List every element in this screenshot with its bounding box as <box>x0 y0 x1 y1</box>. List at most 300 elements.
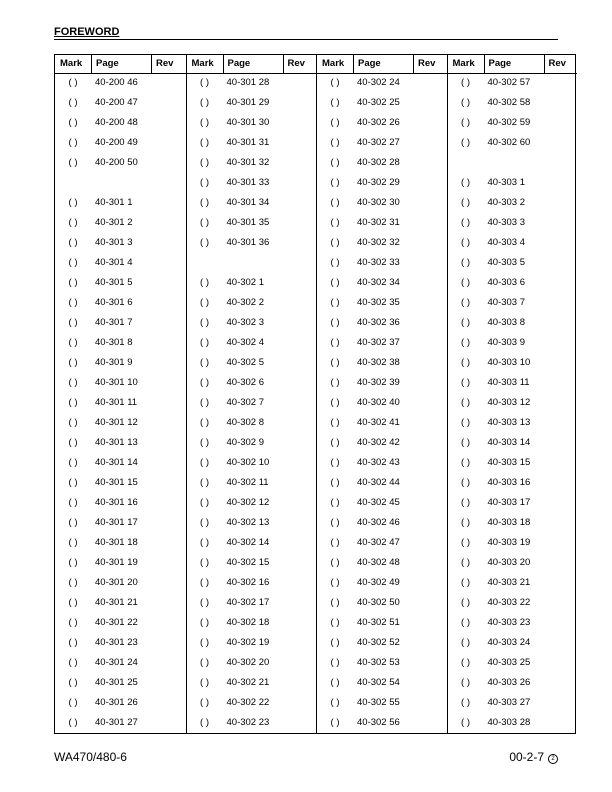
table-row <box>448 293 578 313</box>
page-cell: 40-303 15 <box>487 457 531 468</box>
table-row <box>55 493 186 513</box>
page-cell: 40-302 45 <box>357 497 400 508</box>
page-cell: 40-301 8 <box>95 337 133 348</box>
mark-cell: ( ) <box>330 577 340 588</box>
page-cell: 40-302 52 <box>357 637 400 648</box>
page-cell: 40-302 11 <box>226 477 269 488</box>
table-row <box>55 93 186 113</box>
page-cell: 40-302 40 <box>357 397 400 408</box>
table-row <box>55 353 186 373</box>
mark-cell: ( ) <box>68 677 78 688</box>
table-row <box>187 433 317 453</box>
table-row <box>317 693 447 713</box>
page-cell: 40-302 42 <box>357 437 400 448</box>
table-row <box>187 313 317 333</box>
page-cell: 40-302 44 <box>357 477 400 488</box>
mark-cell: ( ) <box>200 717 209 728</box>
page-cell: 40-302 23 <box>226 717 270 728</box>
mark-cell: ( ) <box>461 77 470 88</box>
table-row <box>317 273 447 293</box>
table-row <box>317 93 447 113</box>
page-cell: 40-301 30 <box>226 117 270 128</box>
mark-cell: ( ) <box>68 697 78 708</box>
mark-cell: ( ) <box>68 337 78 348</box>
page-cell: 40-302 22 <box>226 697 270 708</box>
mark-cell: ( ) <box>68 477 78 488</box>
mark-cell: ( ) <box>330 197 340 208</box>
mark-cell: ( ) <box>200 157 209 168</box>
mark-cell: ( ) <box>68 717 78 728</box>
mark-cell: ( ) <box>461 537 470 548</box>
mark-cell: ( ) <box>461 177 470 188</box>
page-cell: 40-303 22 <box>487 597 531 608</box>
table-row <box>187 173 317 193</box>
column-header <box>187 55 317 74</box>
mark-cell: ( ) <box>330 617 340 628</box>
mark-cell: ( ) <box>68 197 78 208</box>
table-row <box>187 593 317 613</box>
page-cell: 40-302 10 <box>226 457 270 468</box>
mark-cell: ( ) <box>330 497 340 508</box>
table-row <box>448 393 578 413</box>
table-columns <box>55 55 575 733</box>
model-number: WA470/480-6 <box>54 750 127 764</box>
page-cell: 40-302 31 <box>357 217 400 228</box>
table-row <box>448 233 578 253</box>
table-row <box>187 393 317 413</box>
table-row <box>448 633 578 653</box>
mark-cell: ( ) <box>68 237 78 248</box>
page-cell: 40-301 28 <box>226 77 270 88</box>
mark-cell: ( ) <box>68 497 78 508</box>
mark-cell: ( ) <box>200 297 209 308</box>
page-cell: 40-200 46 <box>95 77 138 88</box>
page-cell: 40-302 21 <box>226 677 270 688</box>
page-cell: 40-303 3 <box>487 217 526 228</box>
heading-text: FOREWORD <box>54 26 120 38</box>
page-cell: 40-301 31 <box>226 137 270 148</box>
table-row <box>187 553 317 573</box>
mark-cell: ( ) <box>68 357 78 368</box>
table-row <box>317 193 447 213</box>
page-cell: 40-302 12 <box>226 497 270 508</box>
table-row <box>317 393 447 413</box>
table-row <box>317 633 447 653</box>
header-rev: Rev <box>151 55 186 74</box>
mark-cell: ( ) <box>461 477 470 488</box>
table-row <box>448 653 578 673</box>
page-cell: 40-302 20 <box>226 657 270 668</box>
mark-cell: ( ) <box>330 517 340 528</box>
table-row <box>55 313 186 333</box>
header-mark: Mark <box>60 58 83 69</box>
page-cell: 40-301 14 <box>95 457 138 468</box>
table-row <box>448 513 578 533</box>
table-row <box>187 153 317 173</box>
page-cell: 40-301 33 <box>226 177 270 188</box>
table-row <box>187 253 317 273</box>
table-row <box>187 413 317 433</box>
page-cell: 40-301 5 <box>95 277 133 288</box>
mark-cell: ( ) <box>461 357 470 368</box>
table-row <box>55 73 186 93</box>
table-row <box>55 513 186 533</box>
mark-cell: ( ) <box>330 97 340 108</box>
table-row <box>317 553 447 573</box>
mark-cell: ( ) <box>200 637 209 648</box>
page-cell: 40-302 8 <box>226 417 265 428</box>
table-row <box>55 553 186 573</box>
table-row <box>448 473 578 493</box>
mark-cell: ( ) <box>200 217 209 228</box>
table-row <box>55 673 186 693</box>
mark-cell: ( ) <box>200 657 209 668</box>
mark-cell: ( ) <box>461 277 470 288</box>
mark-cell: ( ) <box>68 417 78 428</box>
mark-cell: ( ) <box>200 197 209 208</box>
mark-cell: ( ) <box>461 237 470 248</box>
mark-cell: ( ) <box>200 517 209 528</box>
table-column-1 <box>55 55 186 733</box>
mark-cell: ( ) <box>200 417 209 428</box>
header-mark: Mark <box>322 58 345 69</box>
mark-cell: ( ) <box>461 597 470 608</box>
mark-cell: ( ) <box>461 437 470 448</box>
mark-cell: ( ) <box>200 557 209 568</box>
page-number: 00-2-7 <box>509 750 544 764</box>
page-list-table <box>54 54 576 734</box>
page-cell: 40-301 35 <box>226 217 270 228</box>
mark-cell: ( ) <box>461 417 470 428</box>
page-cell: 40-301 22 <box>95 617 138 628</box>
page-cell: 40-302 29 <box>357 177 400 188</box>
table-row <box>317 253 447 273</box>
mark-cell: ( ) <box>330 637 340 648</box>
mark-cell: ( ) <box>330 417 340 428</box>
mark-cell: ( ) <box>461 217 470 228</box>
table-row <box>448 493 578 513</box>
page-cell: 40-302 17 <box>226 597 270 608</box>
page-cell: 40-301 2 <box>95 217 133 228</box>
page-cell: 40-302 51 <box>357 617 400 628</box>
page-cell: 40-200 48 <box>95 117 138 128</box>
table-row <box>317 573 447 593</box>
table-row <box>448 713 578 733</box>
table-row <box>187 373 317 393</box>
page-cell: 40-200 47 <box>95 97 138 108</box>
page-cell: 40-302 15 <box>226 557 270 568</box>
mark-cell: ( ) <box>68 137 78 148</box>
page-cell: 40-301 7 <box>95 317 133 328</box>
page-cell: 40-302 35 <box>357 297 400 308</box>
mark-cell: ( ) <box>330 317 340 328</box>
table-row <box>55 273 186 293</box>
mark-cell: ( ) <box>330 177 340 188</box>
mark-cell: ( ) <box>68 317 78 328</box>
table-row <box>317 213 447 233</box>
table-row <box>448 313 578 333</box>
table-row <box>448 413 578 433</box>
mark-cell: ( ) <box>461 397 470 408</box>
table-row <box>448 373 578 393</box>
page-cell: 40-302 6 <box>226 377 265 388</box>
table-row <box>317 173 447 193</box>
mark-cell: ( ) <box>330 477 340 488</box>
page-cell: 40-302 41 <box>357 417 400 428</box>
mark-cell: ( ) <box>200 597 209 608</box>
table-row <box>187 533 317 553</box>
page-cell: 40-301 4 <box>95 257 133 268</box>
page-cell: 40-302 30 <box>357 197 400 208</box>
table-row <box>317 593 447 613</box>
page-cell: 40-301 21 <box>95 597 138 608</box>
mark-cell: ( ) <box>200 677 209 688</box>
header-page: Page <box>484 55 544 74</box>
table-row <box>317 133 447 153</box>
page-cell: 40-302 55 <box>357 697 400 708</box>
table-row <box>448 553 578 573</box>
table-row <box>317 493 447 513</box>
mark-cell: ( ) <box>330 457 340 468</box>
table-row <box>317 433 447 453</box>
mark-cell: ( ) <box>461 97 470 108</box>
page-cell: 40-303 18 <box>487 517 531 528</box>
mark-cell: ( ) <box>200 617 209 628</box>
table-row <box>55 333 186 353</box>
table-row <box>448 193 578 213</box>
table-row <box>187 713 317 733</box>
page-cell: 40-302 18 <box>226 617 270 628</box>
table-row <box>55 393 186 413</box>
table-row <box>317 113 447 133</box>
page-cell: 40-301 32 <box>226 157 270 168</box>
table-row <box>187 513 317 533</box>
page-cell: 40-303 5 <box>487 257 526 268</box>
page-cell: 40-303 10 <box>487 357 531 368</box>
page-cell: 40-302 48 <box>357 557 400 568</box>
page-cell: 40-301 36 <box>226 237 270 248</box>
table-row <box>448 213 578 233</box>
table-row <box>448 673 578 693</box>
mark-cell: ( ) <box>68 617 78 628</box>
table-row <box>187 473 317 493</box>
mark-cell: ( ) <box>461 337 470 348</box>
page-cell: 40-303 7 <box>487 297 526 308</box>
page-cell: 40-302 58 <box>487 97 531 108</box>
page-cell: 40-302 2 <box>226 297 265 308</box>
table-row <box>448 133 578 153</box>
table-row <box>187 133 317 153</box>
page-cell: 40-301 29 <box>226 97 270 108</box>
table-row <box>55 533 186 553</box>
mark-cell: ( ) <box>461 197 470 208</box>
table-row <box>55 373 186 393</box>
page-cell: 40-302 37 <box>357 337 400 348</box>
page-cell: 40-303 25 <box>487 657 531 668</box>
table-column-4 <box>447 55 578 733</box>
header-rev: Rev <box>544 55 579 74</box>
page-cell: 40-301 23 <box>95 637 138 648</box>
mark-cell: ( ) <box>200 457 209 468</box>
page-cell: 40-303 26 <box>487 677 531 688</box>
mark-cell: ( ) <box>461 717 470 728</box>
table-row <box>448 113 578 133</box>
page-cell: 40-302 28 <box>357 157 400 168</box>
mark-cell: ( ) <box>68 217 78 228</box>
table-row <box>317 153 447 173</box>
mark-cell: ( ) <box>461 617 470 628</box>
page-cell: 40-303 8 <box>487 317 526 328</box>
page-cell: 40-302 7 <box>226 397 265 408</box>
page-cell: 40-302 25 <box>357 97 400 108</box>
table-row <box>317 353 447 373</box>
mark-cell: ( ) <box>461 457 470 468</box>
mark-cell: ( ) <box>461 577 470 588</box>
table-row <box>187 573 317 593</box>
column-header <box>55 55 186 74</box>
mark-cell: ( ) <box>200 577 209 588</box>
table-row <box>55 153 186 173</box>
page-cell: 40-303 24 <box>487 637 531 648</box>
page-cell: 40-301 25 <box>95 677 138 688</box>
mark-cell: ( ) <box>330 257 340 268</box>
mark-cell: ( ) <box>68 157 78 168</box>
table-row <box>448 353 578 373</box>
page-cell: 40-302 13 <box>226 517 270 528</box>
table-row <box>187 93 317 113</box>
mark-cell: ( ) <box>330 657 340 668</box>
table-row <box>317 373 447 393</box>
mark-cell: ( ) <box>330 137 340 148</box>
header-rev: Rev <box>413 55 448 74</box>
mark-cell: ( ) <box>68 277 78 288</box>
mark-cell: ( ) <box>68 577 78 588</box>
header-rev: Rev <box>283 55 318 74</box>
table-row <box>187 233 317 253</box>
table-row <box>55 213 186 233</box>
page-cell: 40-302 38 <box>357 357 400 368</box>
page-cell: 40-303 11 <box>487 377 530 388</box>
mark-cell: ( ) <box>461 297 470 308</box>
page-cell: 40-301 11 <box>95 397 138 408</box>
header-mark: Mark <box>191 58 214 69</box>
page-cell: 40-301 3 <box>95 237 133 248</box>
page-cell: 40-200 50 <box>95 157 138 168</box>
mark-cell: ( ) <box>200 437 209 448</box>
page-cell: 40-301 20 <box>95 577 138 588</box>
mark-cell: ( ) <box>330 157 340 168</box>
page-cell: 40-302 59 <box>487 117 531 128</box>
mark-cell: ( ) <box>200 317 209 328</box>
mark-cell: ( ) <box>461 137 470 148</box>
page-cell: 40-301 1 <box>95 197 133 208</box>
mark-cell: ( ) <box>200 397 209 408</box>
page-cell: 40-301 26 <box>95 697 138 708</box>
mark-cell: ( ) <box>330 357 340 368</box>
mark-cell: ( ) <box>68 377 78 388</box>
table-row <box>448 253 578 273</box>
mark-cell: ( ) <box>200 137 209 148</box>
mark-cell: ( ) <box>461 317 470 328</box>
page-cell: 40-303 4 <box>487 237 526 248</box>
page-cell: 40-303 28 <box>487 717 531 728</box>
page-cell: 40-302 33 <box>357 257 400 268</box>
page-cell: 40-302 16 <box>226 577 270 588</box>
table-row <box>55 713 186 733</box>
page-cell: 40-302 26 <box>357 117 400 128</box>
mark-cell: ( ) <box>461 117 470 128</box>
mark-cell: ( ) <box>461 557 470 568</box>
page-cell: 40-302 24 <box>357 77 400 88</box>
table-row <box>55 593 186 613</box>
table-row <box>448 73 578 93</box>
mark-cell: ( ) <box>461 377 470 388</box>
page-cell: 40-303 20 <box>487 557 531 568</box>
table-row <box>448 573 578 593</box>
mark-cell: ( ) <box>330 697 340 708</box>
page-cell: 40-302 32 <box>357 237 400 248</box>
table-row <box>187 453 317 473</box>
table-row <box>55 193 186 213</box>
page-cell: 40-302 47 <box>357 537 400 548</box>
page-cell: 40-302 3 <box>226 317 265 328</box>
page-cell: 40-301 17 <box>95 517 138 528</box>
table-row <box>55 633 186 653</box>
mark-cell: ( ) <box>200 477 209 488</box>
page-cell: 40-302 9 <box>226 437 265 448</box>
table-row <box>187 273 317 293</box>
mark-cell: ( ) <box>330 537 340 548</box>
table-row <box>55 413 186 433</box>
table-row <box>55 653 186 673</box>
page-heading <box>54 26 558 40</box>
mark-cell: ( ) <box>200 497 209 508</box>
page-number-block <box>509 750 558 764</box>
table-row <box>55 473 186 493</box>
mark-cell: ( ) <box>200 277 209 288</box>
mark-cell: ( ) <box>330 117 340 128</box>
table-row <box>187 693 317 713</box>
page-cell: 40-303 1 <box>487 177 526 188</box>
mark-cell: ( ) <box>68 117 78 128</box>
mark-cell: ( ) <box>461 497 470 508</box>
table-row <box>55 433 186 453</box>
column-header <box>317 55 447 74</box>
mark-cell: ( ) <box>461 677 470 688</box>
page-cell: 40-303 14 <box>487 437 531 448</box>
header-page: Page <box>353 55 413 74</box>
mark-cell: ( ) <box>461 657 470 668</box>
mark-cell: ( ) <box>330 717 340 728</box>
mark-cell: ( ) <box>330 297 340 308</box>
page-cell: 40-302 49 <box>357 577 400 588</box>
page-cell: 40-302 50 <box>357 597 400 608</box>
page-cell: 40-301 9 <box>95 357 133 368</box>
mark-cell: ( ) <box>68 517 78 528</box>
page-cell: 40-302 4 <box>226 337 265 348</box>
column-header <box>448 55 578 74</box>
table-row <box>448 273 578 293</box>
mark-cell: ( ) <box>68 97 78 108</box>
page-cell: 40-302 39 <box>357 377 400 388</box>
table-row <box>187 213 317 233</box>
mark-cell: ( ) <box>461 637 470 648</box>
table-row <box>448 153 578 173</box>
page-cell: 40-301 18 <box>95 537 138 548</box>
page-cell: 40-303 27 <box>487 697 531 708</box>
page-cell: 40-302 57 <box>487 77 531 88</box>
table-row <box>317 533 447 553</box>
